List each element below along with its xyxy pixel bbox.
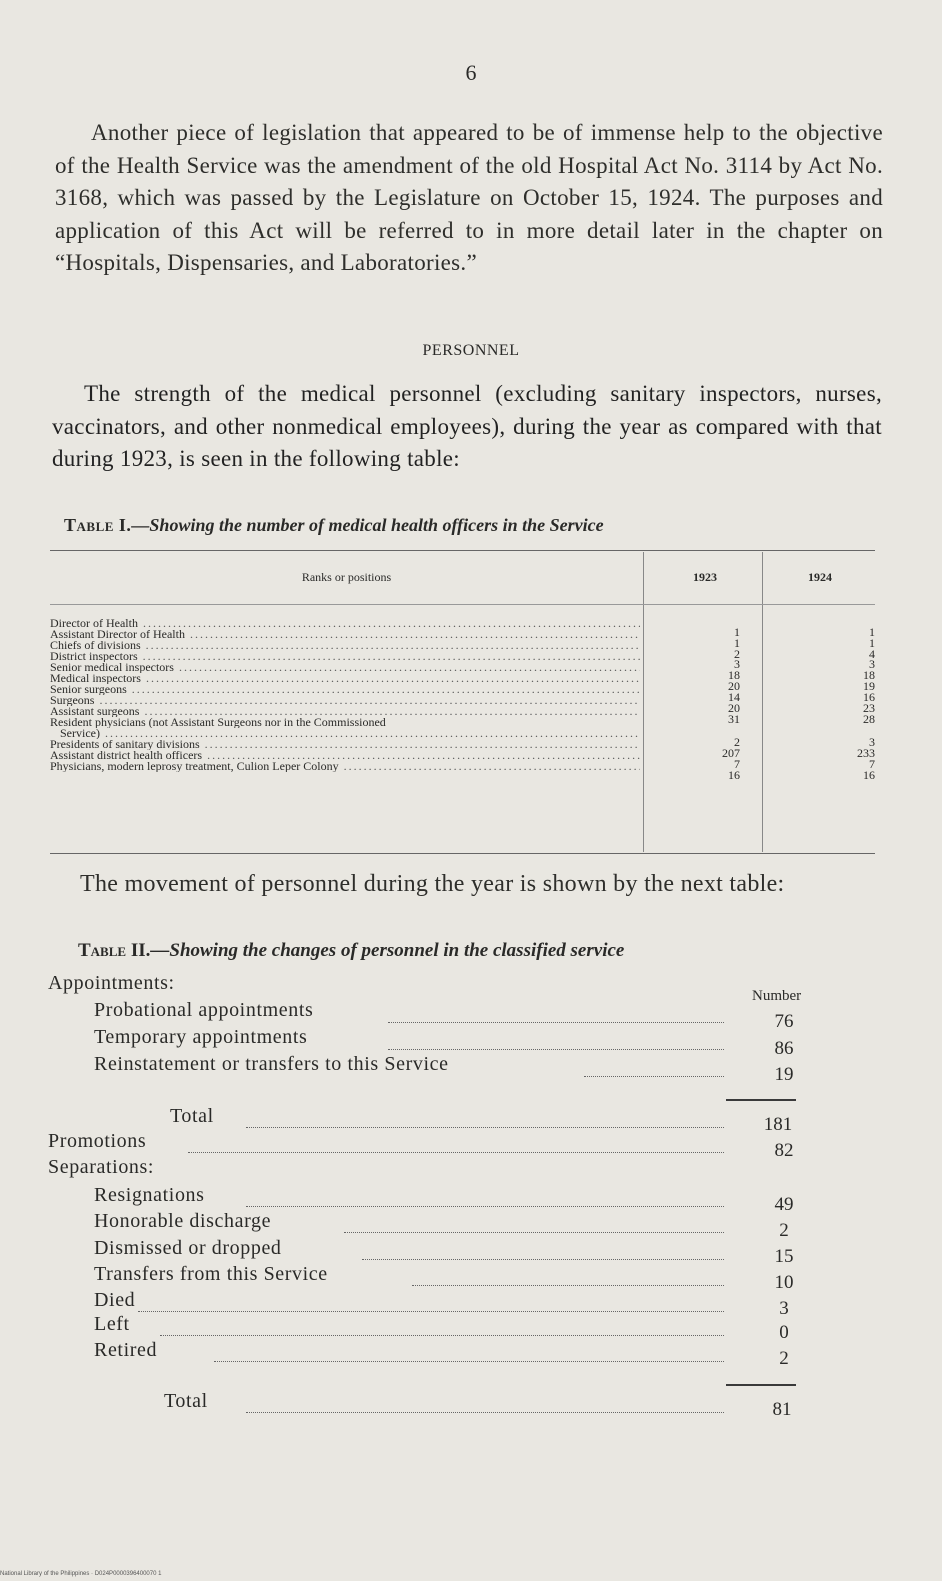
table1-value-1924: 1 xyxy=(869,636,875,650)
separation-label: Transfers from this Service xyxy=(94,1263,328,1285)
table1-rank: Senior medical inspectors ..... xyxy=(50,662,640,673)
table1-label: Table I. xyxy=(64,515,132,535)
table1-value-1924: 16 xyxy=(863,690,875,704)
paragraph-legislation: Another piece of legislation that appeared to be of immense help to the objective of the Health Service was the amendment of the old Hospital Act No. 3114 by Act No. 3168, which was passed by the Legislature on October 15, 1924. The purposes and application of this Act will be referred to in more detail later in the chapter on “Hospitals, Dispensaries, and Laboratories.” xyxy=(55,120,883,275)
section-heading: PERSONNEL xyxy=(422,342,520,359)
table1-rank: Surgeons ..... xyxy=(50,695,640,706)
separations-label: Separations: xyxy=(48,1156,155,1178)
total-appointments-value: 181 xyxy=(763,1114,793,1135)
separation-value: 10 xyxy=(774,1272,794,1293)
table1-value-1924: 7 xyxy=(869,757,875,771)
total-appointments-label: Total xyxy=(170,1105,214,1127)
separation-label: Retired xyxy=(94,1339,158,1361)
table1-value-1924: 18 xyxy=(863,668,875,682)
table1-rank-continuation: Service) ..... xyxy=(60,728,640,739)
table1-value-1923: 1 xyxy=(734,625,740,639)
table1-rank: Presidents of sanitary divisions ..... xyxy=(50,739,640,750)
paragraph-movement: The movement of personnel during the year is shown by the next table: xyxy=(80,871,785,897)
table2-column-header: Number xyxy=(752,988,802,1004)
promotions-value: 82 xyxy=(774,1140,794,1161)
table1-rank: Medical inspectors ..... xyxy=(50,673,640,684)
separation-value: 15 xyxy=(774,1246,794,1267)
table1-value-1923: 1 xyxy=(734,636,740,650)
appointment-label: Probational appointments xyxy=(94,999,314,1021)
separation-label: Dismissed or dropped xyxy=(94,1237,282,1259)
table1-rank: Assistant Director of Health ..... xyxy=(50,629,640,640)
promotions-label: Promotions xyxy=(48,1130,147,1152)
table1-value-1923: 2 xyxy=(734,647,740,661)
table1-rank: Resident physicians (not Assistant Surgeons nor in the Commissioned xyxy=(50,717,386,728)
table1-rank: Chiefs of divisions ..... xyxy=(50,640,640,651)
table1-value-1924: 1 xyxy=(869,625,875,639)
table1-value-1924: 28 xyxy=(863,712,875,726)
table1-value-1923: 20 xyxy=(728,679,740,693)
table1-value-1924: 19 xyxy=(863,679,875,693)
table1-value-1923: 3 xyxy=(734,657,740,671)
appointment-value: 19 xyxy=(774,1064,794,1085)
page-number: 6 xyxy=(465,60,477,85)
table1-rank: Senior surgeons ..... xyxy=(50,684,640,695)
table1-value-1923: 18 xyxy=(728,668,740,682)
separation-value: 2 xyxy=(779,1220,789,1241)
table1-value-1923: 2 xyxy=(734,735,740,749)
table1-value-1924: 23 xyxy=(863,701,875,715)
total-separations-value: 81 xyxy=(772,1399,792,1420)
appointments-label: Appointments: xyxy=(48,972,175,994)
scan-footer: National Library of the Philippines · D024P0000396400070 1 xyxy=(0,1571,162,1577)
table1-description: —Showing the number of medical health officers in the Service xyxy=(131,515,604,535)
separation-label: Resignations xyxy=(94,1184,205,1206)
separation-value: 49 xyxy=(774,1194,794,1215)
separation-value: 3 xyxy=(779,1298,789,1319)
paragraph-strength: The strength of the medical personnel (excluding sanitary inspectors, nurses, vaccinators, and other nonmedical employees), during the year as compared with that during 1923, is seen in the following table: xyxy=(52,381,882,471)
table1-value-1923: 31 xyxy=(728,712,740,726)
table2-label: Table II. xyxy=(78,940,151,961)
appointment-value: 86 xyxy=(774,1038,794,1059)
table1-value-1924: 3 xyxy=(869,657,875,671)
separation-label: Died xyxy=(94,1289,136,1311)
table1-header-1923: 1923 xyxy=(693,570,717,584)
table1-value-1923: 7 xyxy=(734,757,740,771)
separation-label: Honorable discharge xyxy=(94,1210,272,1232)
table1-header-1924: 1924 xyxy=(808,570,832,584)
table1-rank: Assistant surgeons ..... xyxy=(50,706,640,717)
table1-value-1923: 14 xyxy=(728,690,740,704)
appointment-value: 76 xyxy=(774,1011,794,1032)
table1-value-1924: 233 xyxy=(857,746,875,760)
separation-value: 0 xyxy=(779,1322,789,1343)
separation-value: 2 xyxy=(779,1348,789,1369)
table1-value-1924: 4 xyxy=(869,647,875,661)
table1-value-1924: 16 xyxy=(863,768,875,782)
table1-header-rank: Ranks or positions xyxy=(301,570,392,584)
separation-label: Left xyxy=(94,1313,130,1335)
table1-rank: Physicians, modern leprosy treatment, Culion Leper Colony ..... xyxy=(50,761,640,772)
table1-value-1923: 207 xyxy=(722,746,740,760)
table1-rank: Assistant district health officers ..... xyxy=(50,750,640,761)
appointment-label: Temporary appointments xyxy=(94,1026,308,1048)
table1-value-1923: 16 xyxy=(728,768,740,782)
table1-rank: Director of Health ..... xyxy=(50,618,640,629)
total-separations-label: Total xyxy=(164,1390,208,1412)
table2-description: —Showing the changes of personnel in the classified service xyxy=(150,940,625,961)
table1-value-1924: 3 xyxy=(869,735,875,749)
appointment-label: Reinstatement or transfers to this Service xyxy=(94,1053,449,1075)
table1-rank: District inspectors ..... xyxy=(50,651,640,662)
table1-value-1923: 20 xyxy=(728,701,740,715)
